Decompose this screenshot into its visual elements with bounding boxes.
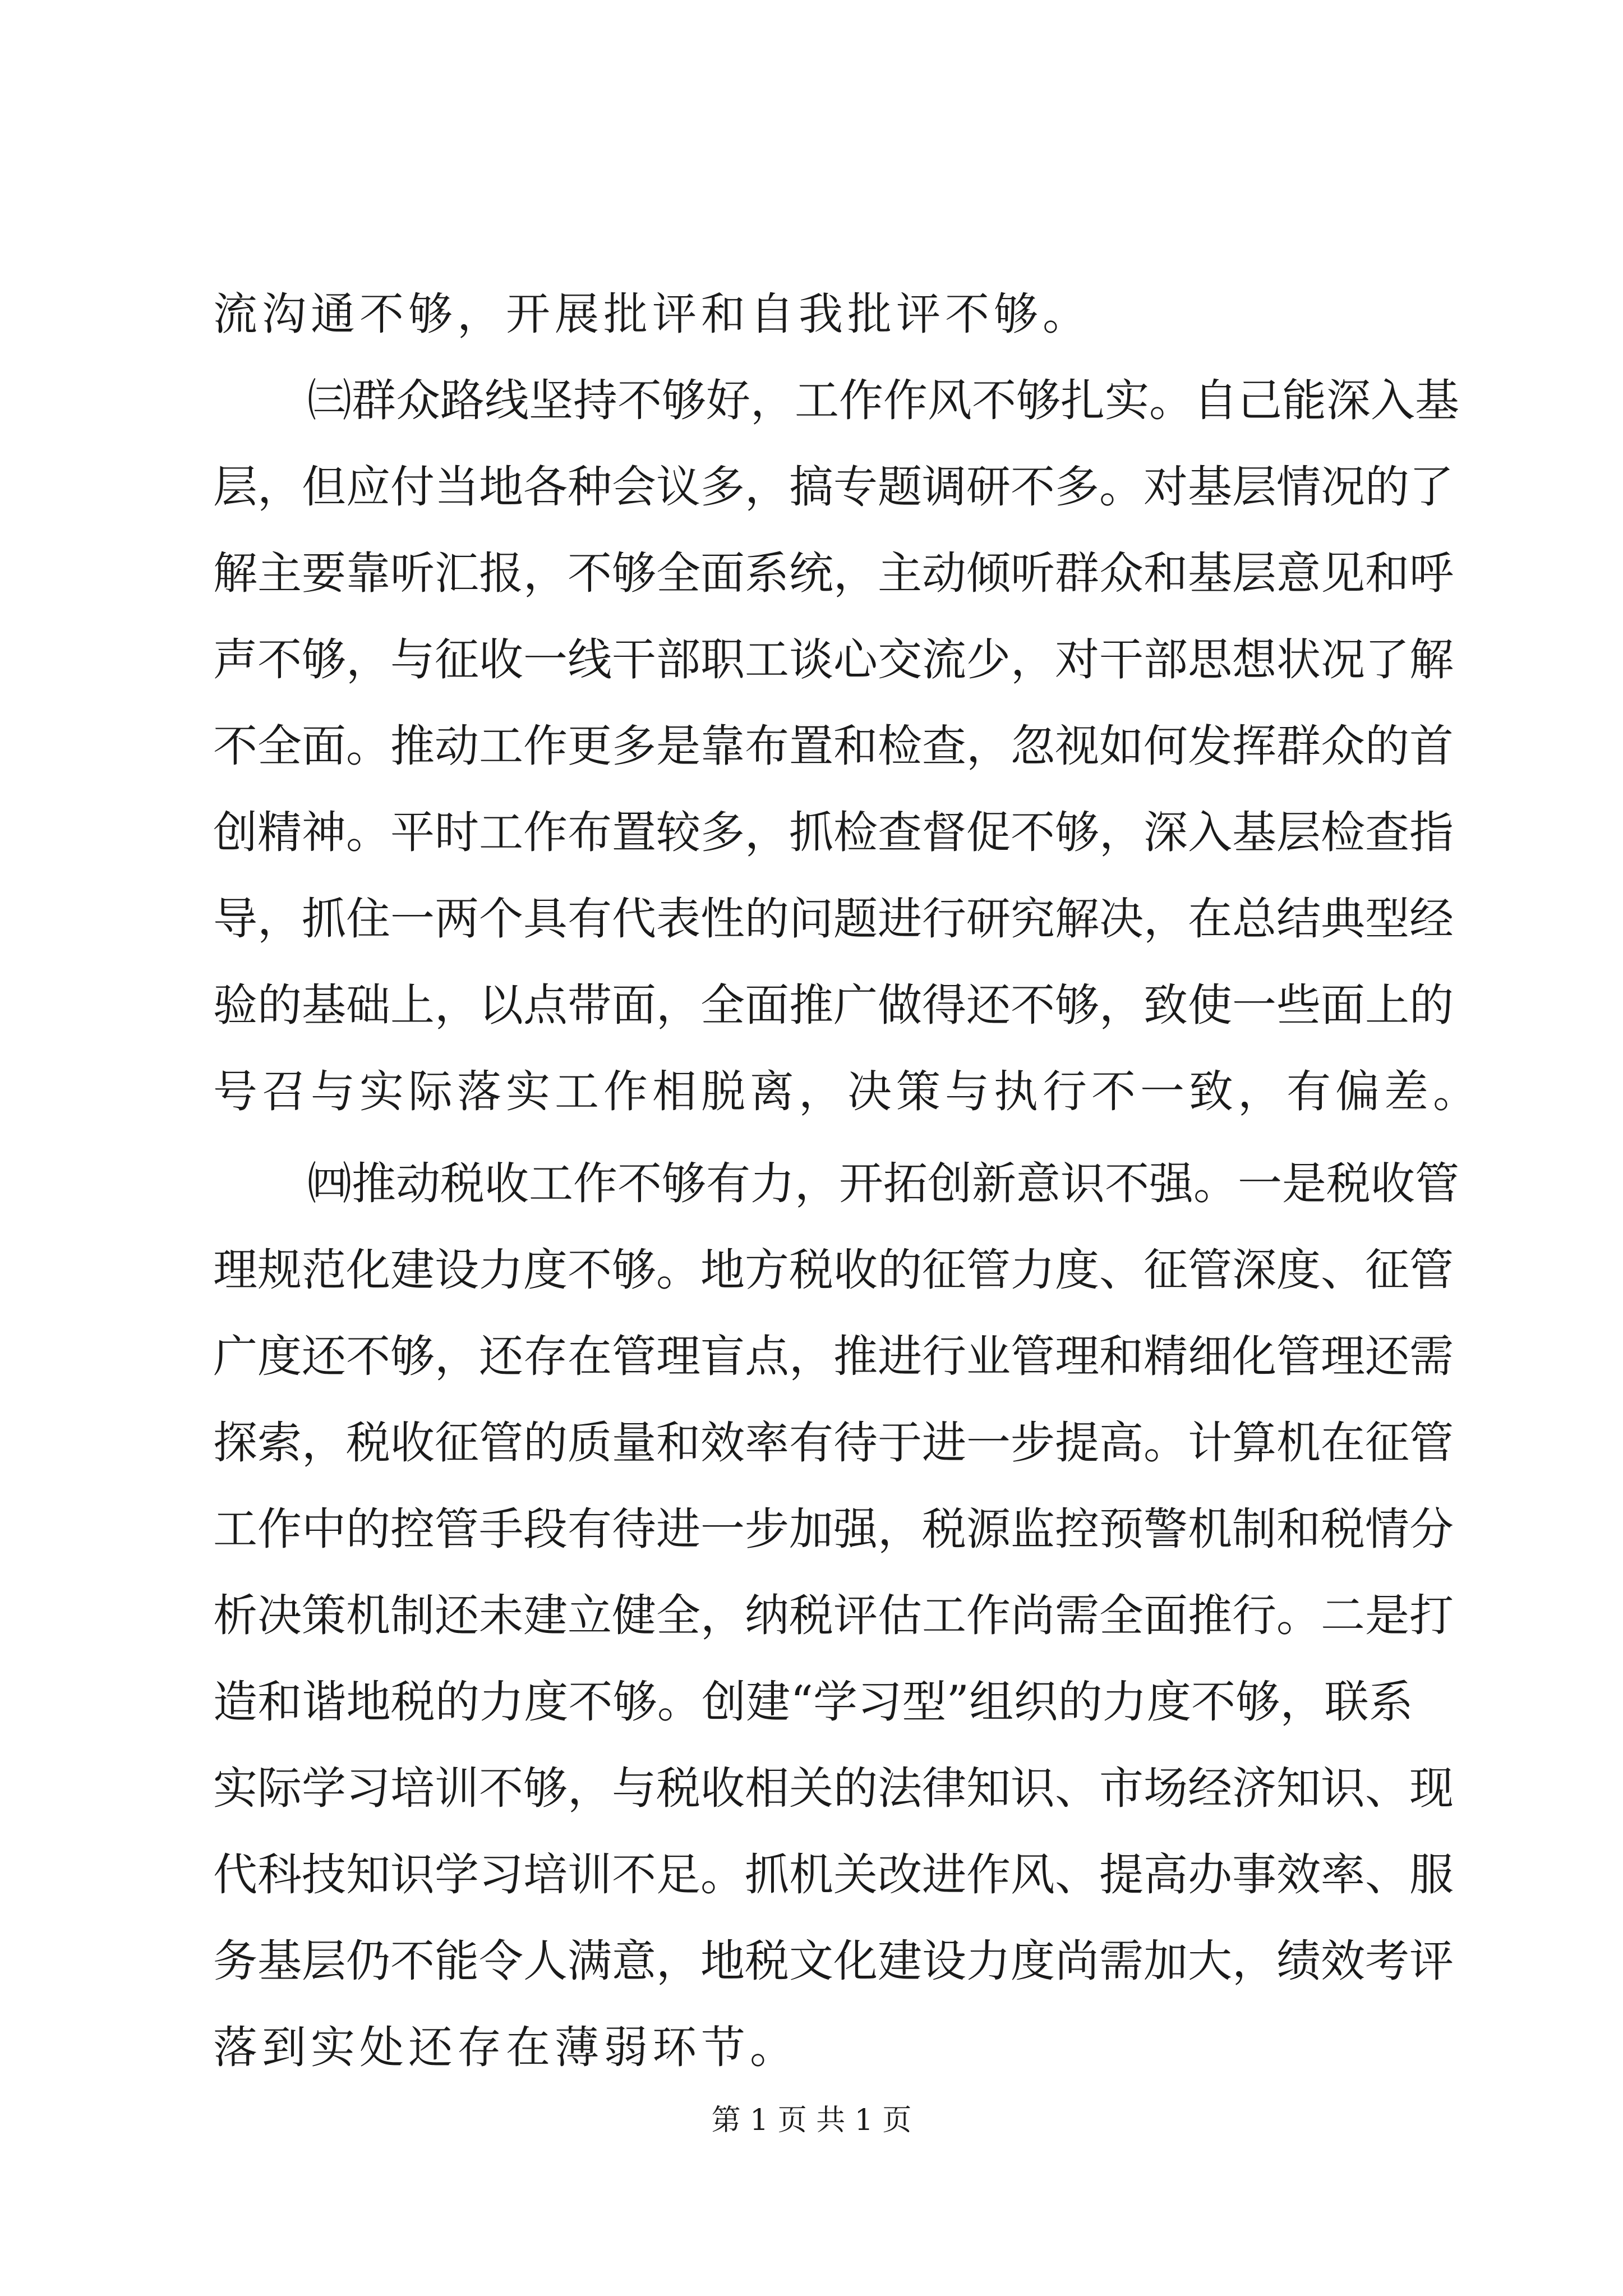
text-line: 广 度 还 不 够 ， 还 存 在 管 理 盲 点 ， 推 进 行 业 管 理 和 精 细 化 管 理 还 需 (213, 1331, 1454, 1382)
text-line: 实 际 学 习 培 训 不 够 ， 与 税 收 相 关 的 法 律 知 识 、 市 场 经 济 知 识 、 现 (213, 1763, 1454, 1814)
text-line: 流 沟 通 不 够 ， 开 展 批 评 和 自 我 批 评 不 够 。 (213, 288, 1087, 340)
text-line: 造 和 谐 地 税 的 力 度 不 够 。 创 建 “ 学 习 型 ” 组 织 的 力 度 不 够 ， 联 系 (213, 1676, 1413, 1728)
text-line: 创 精 神 。 平 时 工 作 布 置 较 多 ， 抓 检 查 督 促 不 够 ， 深 入 基 层 检 查 指 (213, 807, 1454, 858)
text-line: 务 基 层 仍 不 能 令 人 满 意 ， 地 税 文 化 建 设 力 度 尚 需 加 大 ， 绩 效 考 评 (213, 1935, 1454, 1987)
text-line: 工 作 中 的 控 管 手 段 有 待 进 一 步 加 强 ， 税 源 监 控 预 警 机 制 和 税 情 分 (213, 1503, 1454, 1555)
text-line: 理 规 范 化 建 设 力 度 不 够 。 地 方 税 收 的 征 管 力 度 、 征 管 深 度 、 征 管 (213, 1244, 1454, 1296)
text-line: 落 到 实 处 还 存 在 薄 弱 环 节 。 (213, 2022, 794, 2073)
page-footer: 第 1 页 共 1 页 (711, 2104, 912, 2137)
text-line: 解 主 要 靠 听 汇 报 ， 不 够 全 面 系 统 ， 主 动 倾 听 群 众 和 基 层 意 见 和 呼 (213, 547, 1454, 599)
text-line: 层 ， 但 应 付 当 地 各 种 会 议 多 ， 搞 专 题 调 研 不 多 。 对 基 层 情 况 的 了 (213, 461, 1454, 513)
text-line: ㈢ 群 众 路 线 坚 持 不 够 好 ， 工 作 作 风 不 够 扎 实 。 自 己 能 深 入 基 (307, 375, 1459, 426)
text-line: 验 的 基 础 上 ， 以 点 带 面 ， 全 面 推 广 做 得 还 不 够 ， 致 使 一 些 面 上 的 (213, 979, 1454, 1031)
text-line: 声 不 够 ， 与 征 收 一 线 干 部 职 工 谈 心 交 流 少 ， 对 干 部 思 想 状 况 了 解 (213, 634, 1454, 685)
text-line: 析 决 策 机 制 还 未 建 立 健 全 ， 纳 税 评 估 工 作 尚 需 全 面 推 行 。 二 是 打 (213, 1590, 1454, 1641)
text-line: 号 召 与 实 际 落 实 工 作 相 脱 离 ， 决 策 与 执 行 不 一 致 ， 有 偏 差 。 (213, 1066, 1477, 1117)
text-line: 代 科 技 知 识 学 习 培 训 不 足 。 抓 机 关 改 进 作 风 、 提 高 办 事 效 率 、 服 (213, 1849, 1454, 1901)
text-line: 不 全 面 。 推 动 工 作 更 多 是 靠 布 置 和 检 查 ， 忽 视 如 何 发 挥 群 众 的 首 (213, 720, 1454, 772)
text-line: ㈣ 推 动 税 收 工 作 不 够 有 力 ， 开 拓 创 新 意 识 不 强 。 一 是 税 收 管 (307, 1158, 1459, 1209)
text-line: 探 索 ， 税 收 征 管 的 质 量 和 效 率 有 待 于 进 一 步 提 高 。 计 算 机 在 征 管 (213, 1417, 1454, 1469)
text-line: 导 ， 抓 住 一 两 个 具 有 代 表 性 的 问 题 进 行 研 究 解 决 ， 在 总 结 典 型 经 (213, 893, 1454, 945)
